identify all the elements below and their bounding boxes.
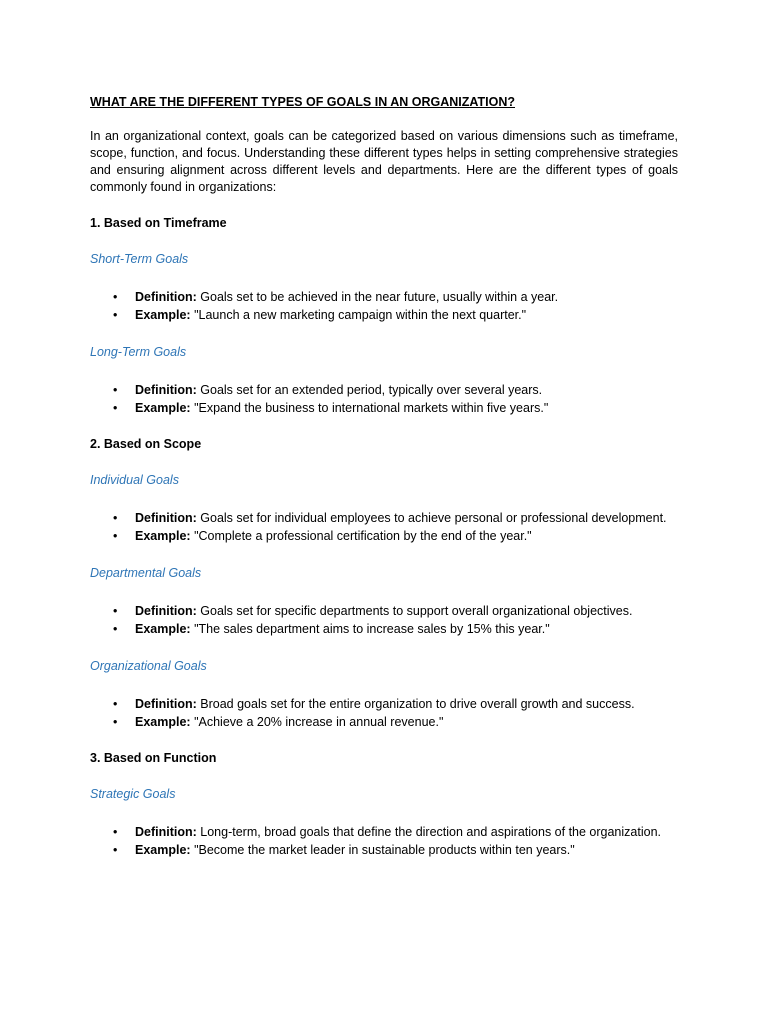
bullet-icon: • bbox=[113, 843, 118, 857]
definition-item-text: Goals set for an extended period, typically over several years. bbox=[200, 383, 543, 397]
goal-details-list bbox=[90, 381, 678, 417]
example-item bbox=[90, 841, 678, 859]
bullet-icon: • bbox=[113, 383, 118, 397]
definition-item-text: Long-term, broad goals that define the direction and aspirations of the organization. bbox=[200, 825, 661, 839]
example-item-label: Example: bbox=[135, 622, 191, 636]
example-item bbox=[90, 399, 678, 417]
definition-item bbox=[90, 695, 678, 713]
intro-paragraph: In an organizational context, goals can be categorized based on various dimensions such as timeframe, scope, function, and focus. Understanding these different types helps in setting comprehensive strategies and ensuring alignment across different levels and departments. Here are the different types of goals commonly found in organizations: bbox=[90, 129, 678, 194]
bullet-icon: • bbox=[113, 622, 118, 636]
bullet-icon: • bbox=[113, 697, 118, 711]
definition-item-text: Goals set for specific departments to support overall organizational objectives. bbox=[200, 604, 633, 618]
bullet-icon: • bbox=[113, 715, 118, 729]
example-item-label: Example: bbox=[135, 715, 191, 729]
bullet-icon: • bbox=[113, 511, 118, 525]
definition-item-label: Definition: bbox=[135, 825, 197, 839]
example-item bbox=[90, 527, 678, 545]
goal-details-list bbox=[90, 288, 678, 324]
bullet-icon: • bbox=[113, 308, 118, 322]
section-heading: 3. Based on Function bbox=[90, 751, 217, 765]
goal-details-list bbox=[90, 695, 678, 731]
example-item-text: "The sales department aims to increase sales by 15% this year." bbox=[194, 622, 550, 636]
definition-item bbox=[90, 602, 678, 620]
goal-details-list bbox=[90, 602, 678, 638]
example-item bbox=[90, 713, 678, 731]
bullet-icon: • bbox=[113, 401, 118, 415]
definition-item bbox=[90, 288, 678, 306]
definition-item-label: Definition: bbox=[135, 290, 197, 304]
example-item-text: "Expand the business to international markets within five years." bbox=[194, 401, 549, 415]
document-title: WHAT ARE THE DIFFERENT TYPES OF GOALS IN AN ORGANIZATION? bbox=[90, 95, 515, 109]
example-item-label: Example: bbox=[135, 308, 191, 322]
example-item-text: "Become the market leader in sustainable products within ten years." bbox=[194, 843, 575, 857]
bullet-icon: • bbox=[113, 825, 118, 839]
goal-type-heading: Individual Goals bbox=[90, 473, 179, 487]
definition-item bbox=[90, 823, 678, 841]
goal-details-list bbox=[90, 823, 678, 859]
example-item bbox=[90, 306, 678, 324]
definition-item-text: Goals set for individual employees to achieve personal or professional development. bbox=[200, 511, 667, 525]
goal-details-list bbox=[90, 509, 678, 545]
bullet-icon: • bbox=[113, 604, 118, 618]
definition-item-text: Broad goals set for the entire organization to drive overall growth and success. bbox=[200, 697, 635, 711]
definition-item-label: Definition: bbox=[135, 604, 197, 618]
example-item-text: "Complete a professional certification by the end of the year." bbox=[194, 529, 532, 543]
goal-type-heading: Organizational Goals bbox=[90, 659, 207, 673]
goal-type-heading: Long-Term Goals bbox=[90, 345, 187, 359]
definition-item-label: Definition: bbox=[135, 697, 197, 711]
goal-type-heading: Short-Term Goals bbox=[90, 252, 189, 266]
example-item-label: Example: bbox=[135, 401, 191, 415]
example-item-text: "Launch a new marketing campaign within the next quarter." bbox=[194, 308, 527, 322]
definition-item bbox=[90, 381, 678, 399]
example-item-text: "Achieve a 20% increase in annual revenue." bbox=[194, 715, 444, 729]
definition-item bbox=[90, 509, 678, 527]
section-heading: 2. Based on Scope bbox=[90, 437, 202, 451]
section-heading: 1. Based on Timeframe bbox=[90, 216, 227, 230]
example-item-label: Example: bbox=[135, 529, 191, 543]
goal-type-heading: Strategic Goals bbox=[90, 787, 176, 801]
definition-item-text: Goals set to be achieved in the near future, usually within a year. bbox=[200, 290, 559, 304]
bullet-icon: • bbox=[113, 290, 118, 304]
bullet-icon: • bbox=[113, 529, 118, 543]
example-item-label: Example: bbox=[135, 843, 191, 857]
example-item bbox=[90, 620, 678, 638]
goal-type-heading: Departmental Goals bbox=[90, 566, 202, 580]
definition-item-label: Definition: bbox=[135, 511, 197, 525]
definition-item-label: Definition: bbox=[135, 383, 197, 397]
sections-container bbox=[90, 215, 678, 859]
